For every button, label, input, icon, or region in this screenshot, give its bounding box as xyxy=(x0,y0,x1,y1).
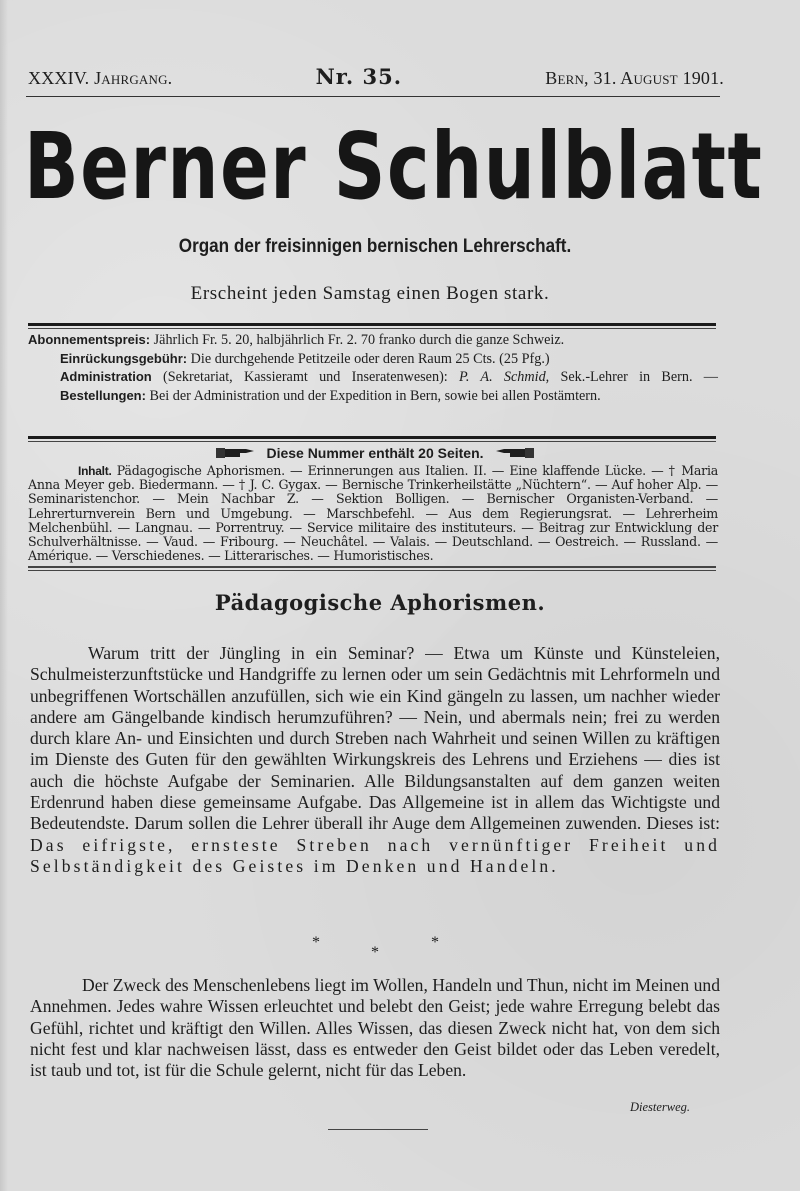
orders-text: Bei der Administration und der Expedition in Bern, sowie bei allen Postämtern. xyxy=(145,387,601,404)
pointing-hand-right-icon xyxy=(216,446,256,460)
section-separator xyxy=(0,934,760,964)
end-rule xyxy=(328,1129,428,1130)
author-signature: Diesterweg. xyxy=(630,1100,691,1114)
issue-number: Nr. 35. xyxy=(315,64,403,89)
newspaper-title: Berner Schulblatt xyxy=(24,113,764,220)
asterisk: * xyxy=(371,944,379,961)
masthead-line xyxy=(28,64,724,90)
publication-tagline: Erscheint jeden Samstag einen Bogen stark. xyxy=(190,283,550,304)
subscription-line xyxy=(28,331,718,350)
newspaper-subtitle: Organ der freisinnigen bernischen Lehrerschaft. xyxy=(178,236,572,257)
pointing-hand-left-icon xyxy=(494,446,534,460)
contents-label: Inhalt. xyxy=(78,464,112,478)
administration-name: P. A. Schmid, xyxy=(459,369,550,386)
asterisk: * xyxy=(312,934,320,951)
article-paragraph-1 xyxy=(30,643,720,877)
insertion-line xyxy=(60,350,718,369)
orders-label: Bestellungen: xyxy=(60,387,146,403)
paragraph-2-text: Der Zweck des Menschenlebens liegt im Wollen, Handeln und Thun, nicht im Meinen und Annehmen. Jedes wahre Wissen erleuchtet und belebt den Geist; jede wahre Erregung belebt das Gefühl, richtet und kräftigt den Willen. Alles Wissen, das diesen Zweck nicht hat, von dem sich nicht fest und klar nachweisen lässt, dass es entweder den Geist bildet oder das Leben veredelt, ist taub und tot, ist für die Schule gelernt, nicht für das Leben. xyxy=(30,975,720,1081)
paragraph-1-emphasis: Das eifrigste, ernsteste Streben nach vernünftiger Freiheit und Selbständigkeit des Geistes im Denken und Handeln. xyxy=(30,834,720,876)
page-count-notice xyxy=(0,442,750,464)
insertion-label: Einrückungsgebühr: xyxy=(60,350,188,366)
place-date: Bern, 31. August 1901. xyxy=(545,68,724,88)
notice-text: Diese Nummer enthält 20 Seiten. xyxy=(266,445,484,461)
masthead-rule xyxy=(26,96,720,97)
article-heading: Pädagogische Aphorismen. xyxy=(214,590,546,615)
paragraph-1-text: Warum tritt der Jüngling in ein Seminar? — Etwa um Künste und Künsteleien, Schulmeisterzunftstücke und Handgriffe zu lernen oder um sein Gedächtnis mit Lehrformeln und unbegriffenen Wortschällen anzufüllen, sich wie ein Kind gängeln zu lassen, um nachher wieder andere am Gängelbande kindisch herumzuführen? — Nein, und abermals nein; frei zu werden durch klare An- und Einsichten und durch Streben nach Wahrheit und seinen Willen zu kräftigen im Dienste des Guten für den gewählten Wirkungskreis des Lehrens und Erziehens — dies ist auch die höchste Aufgabe der Seminarien. Alle Bildungsanstalten auf dem ganzen weiten Erdenrund haben diese gemeinsame Aufgabe. Das Allgemeine ist in allem das Wichtigste und Bedeutendste. Darum sollen die Lehrer überall ihr Auge dem Allgemeinen zuwenden. Dieses ist: xyxy=(30,643,720,834)
subscription-info xyxy=(28,331,718,405)
administration-label: Administration xyxy=(60,369,152,385)
divider-rule xyxy=(28,566,716,571)
administration-text-2: Sek.-Lehrer in Bern. — xyxy=(549,369,718,386)
administration-line xyxy=(60,368,718,405)
contents-text: Pädagogische Aphorismen. — Erinnerungen aus Italien. II. — Eine klaffende Lücke. — † Maria Anna Meyer geb. Biedermann. — † J. C. Gygax. — Bernische Trinkerheilstätte „Nüchtern“. — Auf hoher Alp. — Seminaristenchor. — Mein Nachbar Z. — Sektion Bolligen. — Bernischer Organisten-Verband. — Lehrerturnverein Bern und Umgebung. — Marschbefehl. — Aus dem Regierungsrat. — Lehrerheim Melchenbühl. — Langnau. — Porrentruy. — Service militaire des instituteurs. — Beitrag zur Entwicklung der Schulverhältnisse. — Vaud. — Fribourg. — Neuchâtel. — Valais. — Deutschland. — Oestreich. — Russland. — Amérique. — Verschiedenes. — Litterarisches. — Humoristisches. xyxy=(28,463,718,564)
insertion-text: Die durchgehende Petitzeile oder deren Raum 25 Cts. (25 Pfg.) xyxy=(187,350,550,367)
asterisk: * xyxy=(431,934,439,951)
article-paragraph-2 xyxy=(30,975,720,1081)
table-of-contents xyxy=(28,464,718,563)
divider-rule xyxy=(28,323,716,329)
volume-label: XXXIV. Jahrgang. xyxy=(28,68,173,88)
subscription-label: Abonnementspreis: xyxy=(28,332,151,347)
administration-text: (Sekretariat, Kassieramt und Inseratenwesen): xyxy=(151,369,460,386)
subscription-text: Jährlich Fr. 5. 20, halbjährlich Fr. 2. 70 franko durch die ganze Schweiz. xyxy=(150,332,565,348)
